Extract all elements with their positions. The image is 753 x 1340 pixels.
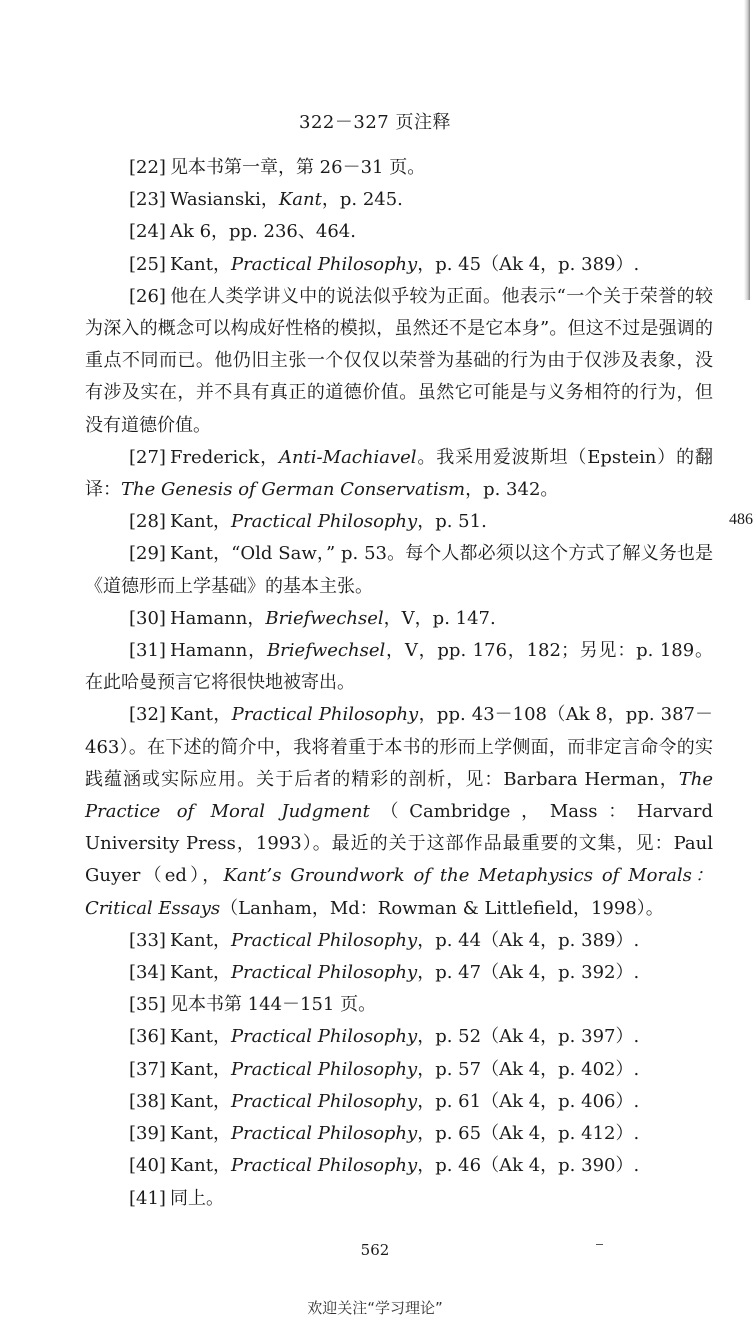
endnote-text: ，p. 65（Ak 4，p. 412）. [417, 1123, 640, 1145]
endnote-number: [23] [129, 189, 166, 211]
endnote [85, 184, 713, 216]
endnote-title-italic: Practical Philosophy [230, 1058, 418, 1080]
endnote-number: [39] [129, 1123, 166, 1145]
endnote-number: [33] [129, 929, 166, 951]
endnote-text: 。我采用爱波斯坦（Epstein）的翻译： [85, 446, 713, 501]
endnote-text: ，p. 51. [417, 511, 487, 533]
endnote-text: Kant， [169, 1123, 231, 1145]
endnote-text: ，V，pp. 176，182；另见：p. 189。在此哈曼预言它将很快地被寄出。 [85, 640, 713, 694]
endnote-text: Kant， [169, 511, 231, 533]
endnote-number: [41] [129, 1187, 166, 1209]
endnote-title-italic: Practical Philosophy [230, 1155, 418, 1177]
endnote-text: ，p. 45（Ak 4，p. 389）. [417, 253, 640, 275]
endnote-text: 见本书第 144－151 页。 [169, 994, 377, 1016]
endnote [85, 957, 713, 989]
endnote [85, 603, 713, 635]
endnote-title-italic: Practical Philosophy [231, 704, 419, 726]
endnote [85, 635, 713, 699]
endnote [85, 538, 713, 602]
endnote-text: ，p. 61（Ak 4，p. 406）. [417, 1090, 640, 1112]
endnote-number: [29] [129, 543, 166, 565]
endnote-text: Kant， [169, 1155, 231, 1177]
endnote [85, 506, 713, 538]
endnote [85, 442, 713, 506]
endnote [85, 1183, 713, 1215]
endnote-title-italic: Kant [278, 189, 322, 211]
endnote-number: [30] [129, 607, 166, 629]
endnotes-list [85, 152, 713, 1215]
endnote-text: ，pp. 43－108（Ak 8，pp. 387－463）。在下述的简介中，我将着重于本书的形而上学侧面，而非定言命令的实践蕴涵或实际应用。关于后者的精彩的剖析，见：Barbara Herman， [85, 704, 713, 790]
endnote-number: [40] [129, 1155, 166, 1177]
endnote-title-italic: Practical Philosophy [230, 929, 418, 951]
endnote [85, 1150, 713, 1182]
footer-watermark: 欢迎关注“学习理论” [307, 1299, 443, 1317]
endnote-number: [25] [129, 253, 166, 275]
endnote [85, 1118, 713, 1150]
endnote-title-italic: Briefwechsel [266, 640, 386, 662]
endnote-text: Hamann， [169, 640, 267, 662]
scan-mark [596, 1244, 603, 1245]
endnote-text: ，p. 46（Ak 4，p. 390）. [417, 1155, 640, 1177]
endnote-text: Kant， [169, 962, 231, 984]
endnote-title-italic: Kant’s Groundwork of the Metaphysics of Morals：Critical Essays [85, 865, 714, 919]
endnote [85, 249, 713, 281]
endnote-text: ，p. 245. [321, 189, 403, 211]
endnote-number: [26] [129, 285, 166, 307]
endnote-title-italic: Practical Philosophy [230, 253, 418, 275]
page-number: 562 [360, 1241, 390, 1259]
endnote-text: Kant， [169, 704, 232, 726]
endnote-text: Kant，“Old Saw，” p. 53。每个人都必须以这个方式了解义务也是《道德形而上学基础》的基本主张。 [85, 543, 713, 597]
endnote-text: Kant， [169, 253, 231, 275]
endnote-number: [34] [129, 962, 166, 984]
endnote-text: 同上。 [169, 1187, 224, 1209]
endnote-text: Kant， [169, 1090, 231, 1112]
endnote [85, 1021, 713, 1053]
endnote-text: 见本书第一章，第 26－31 页。 [169, 157, 426, 178]
endnote-text: Ak 6，pp. 236、464. [169, 221, 356, 243]
endnote-number: [36] [129, 1026, 166, 1048]
endnote-text: Kant， [169, 1058, 231, 1080]
margin-page-number: 486 [729, 511, 753, 528]
running-head: 322－327 页注释 [299, 112, 451, 133]
endnote-text: （Lanham，Md：Rowman & Littlefield，1998）。 [220, 897, 664, 919]
endnote-number: [37] [129, 1058, 166, 1080]
endnote-text: ，p. 342。 [465, 479, 559, 501]
endnote-title-italic: The Practice of Moral Judgment [85, 768, 713, 823]
endnote-number: [22] [129, 157, 166, 178]
endnote-number: [32] [129, 704, 166, 726]
endnote-text: Kant， [169, 929, 231, 951]
endnote [85, 152, 713, 184]
endnote-number: [31] [129, 640, 166, 662]
endnote-text: Kant， [169, 1026, 231, 1048]
endnote-title-italic: Practical Philosophy [230, 1090, 418, 1112]
endnote-title-italic: Practical Philosophy [230, 511, 418, 533]
endnote-text: ，p. 47（Ak 4，p. 392）. [417, 962, 640, 984]
endnote [85, 216, 713, 248]
endnote-text: 他在人类学讲义中的说法似乎较为正面。他表示“一个关于荣誉的较为深入的概念可以构成好性格的模拟，虽然还不是它本身”。但这不过是强调的重点不同而已。他仍旧主张一个仅仅以荣誉为基础的行为由于仅涉及表象，没有涉及实在，并不具有真正的道德价值。虽然它可能是与义务相符的行为，但没有道德价值。 [85, 285, 713, 436]
endnote-text: Hamann， [169, 607, 266, 629]
endnote [85, 989, 713, 1021]
endnote-number: [24] [129, 221, 166, 243]
endnote-title-italic: Practical Philosophy [230, 962, 418, 984]
endnote-title-italic: Practical Philosophy [230, 1026, 418, 1048]
endnote-title-italic: Practical Philosophy [230, 1123, 418, 1145]
scan-edge-shadow [744, 0, 750, 300]
endnote [85, 925, 713, 957]
endnote [85, 1086, 713, 1118]
endnote-text: ，V，p. 147. [383, 607, 496, 629]
endnote-text: （Cambridge，Mass：Harvard University Press，1993）。最近的关于这部作品最重要的文集，见：Paul Guyer（ed）， [85, 801, 713, 887]
endnote [85, 281, 713, 442]
endnote-text: Wasianski， [169, 189, 279, 211]
endnote-text: Frederick， [169, 446, 279, 468]
endnote-text: ，p. 57（Ak 4，p. 402）. [417, 1058, 640, 1080]
endnote-title-italic: The Genesis of German Conservatism [121, 479, 466, 501]
endnote-number: [38] [129, 1090, 166, 1112]
endnote [85, 1054, 713, 1086]
endnote-text: ，p. 52（Ak 4，p. 397）. [417, 1026, 640, 1048]
endnote-number: [27] [129, 446, 166, 468]
endnote-title-italic: Anti-Machiavel [278, 446, 417, 468]
endnote-text: ，p. 44（Ak 4，p. 389）. [417, 929, 640, 951]
endnote-title-italic: Briefwechsel [265, 607, 384, 629]
endnote-number: [35] [129, 994, 166, 1016]
endnote [85, 699, 713, 924]
endnote-number: [28] [129, 511, 166, 533]
